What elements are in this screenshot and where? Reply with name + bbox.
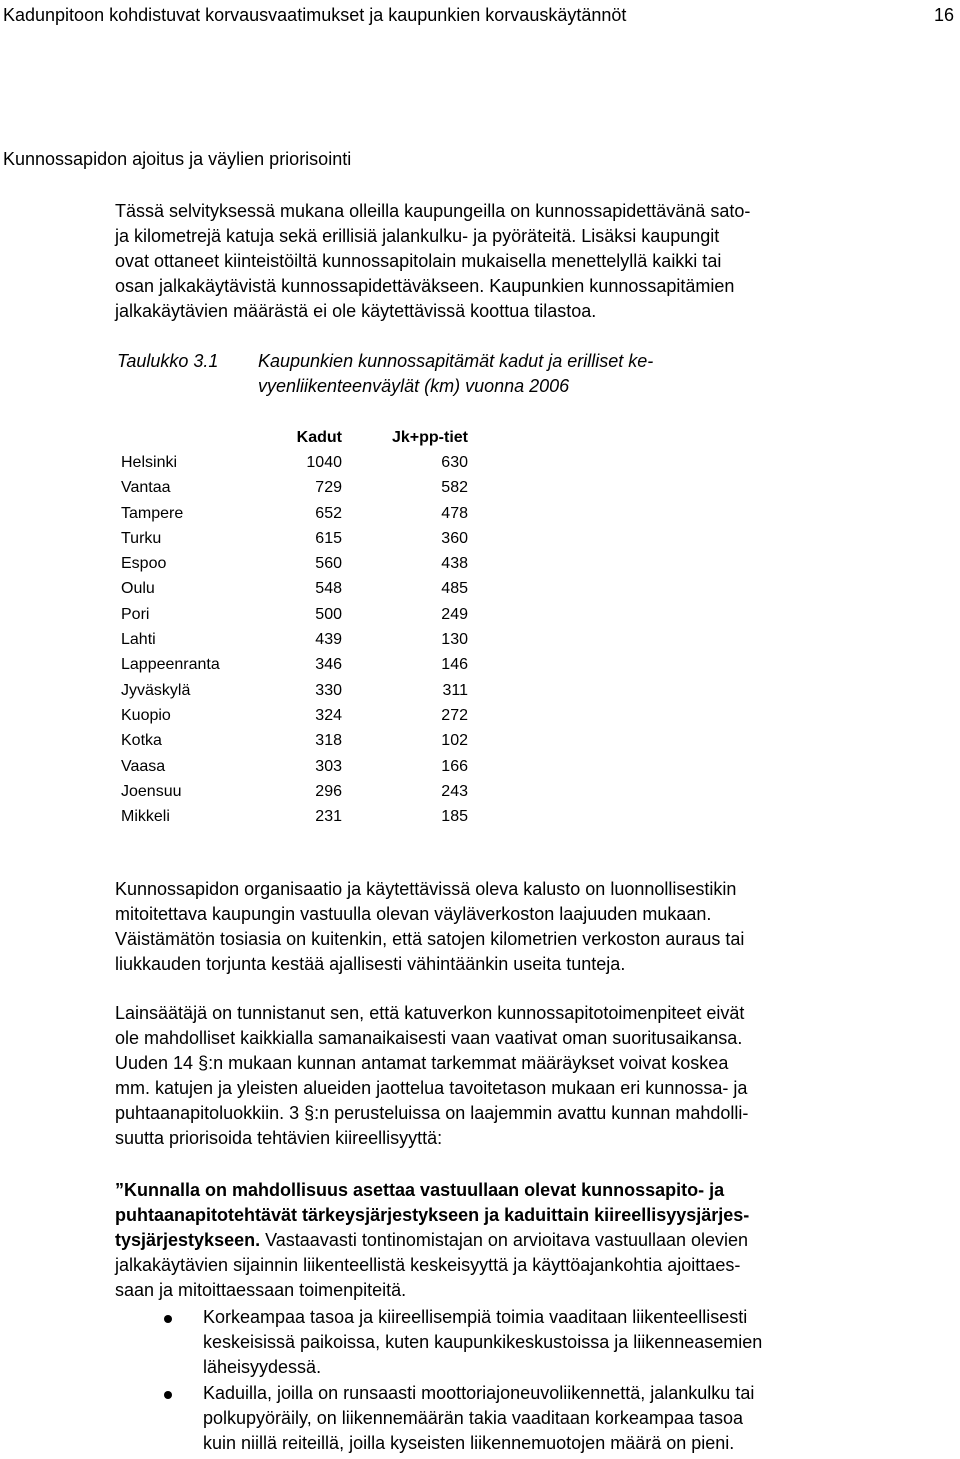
kadut-cell: 439 xyxy=(315,631,342,649)
jk-pp-tiet-cell: 102 xyxy=(441,732,468,750)
caption-line: Kaupunkien kunnossapitämät kadut ja erilliset ke- xyxy=(258,351,654,371)
paragraph-line: puhtaanapitoluokkiin. 3 §:n perusteluissa on laajemmin avattu kunnan mahdolli- xyxy=(115,1103,749,1123)
quote-mixed-line xyxy=(115,1228,885,1253)
city-cell: Turku xyxy=(121,529,162,547)
jk-pp-tiet-cell: 478 xyxy=(441,504,468,522)
bullet-item xyxy=(160,1305,890,1380)
kadut-cell: 231 xyxy=(315,808,342,826)
jk-pp-tiet-cell: 630 xyxy=(441,453,468,471)
table-row xyxy=(117,551,468,576)
header-city xyxy=(117,425,264,450)
city-cell: Pori xyxy=(121,605,150,623)
paragraph-line: ole mahdolliset kaikkialla samanaikaisesti vaan vaativat oman suoritusaikansa. xyxy=(115,1028,743,1048)
caption-line: vyenliikenteenväylät (km) vuonna 2006 xyxy=(258,376,570,396)
jk-pp-tiet-cell: 166 xyxy=(441,757,468,775)
table-caption-label: Taulukko 3.1 xyxy=(117,351,219,371)
bullet-line: kuin niillä reiteillä, joilla kyseisten liikennemuotojen määrä on pieni. xyxy=(203,1433,735,1453)
jk-pp-tiet-cell: 249 xyxy=(441,605,468,623)
paragraph-line: mitoitettava kaupungin vastuulla olevan väyläverkoston laajuuden mukaan. xyxy=(115,904,712,924)
bullet-item xyxy=(160,1381,890,1456)
city-cell: Kotka xyxy=(121,732,162,750)
quote-bold-line: ”Kunnalla on mahdollisuus asettaa vastuullaan olevat kunnossapito- ja xyxy=(115,1180,725,1200)
kadut-cell: 729 xyxy=(315,479,342,497)
city-cell: Tampere xyxy=(121,504,184,522)
kadut-cell: 296 xyxy=(315,782,342,800)
paragraph-line: Lainsäätäjä on tunnistanut sen, että katuverkon kunnossapitotoimenpiteet eivät xyxy=(115,1003,745,1023)
bullet-line: keskeisissä paikoissa, kuten kaupunkikeskustoissa ja liikenneasemien xyxy=(203,1332,763,1352)
bullet-line: Kaduilla, joilla on runsaasti moottoriajoneuvoliikennettä, jalankulku tai xyxy=(203,1383,755,1403)
kadut-cell: 560 xyxy=(315,555,342,573)
city-cell: Jyväskylä xyxy=(121,681,191,699)
jk-pp-tiet-cell: 130 xyxy=(441,631,468,649)
city-cell: Vaasa xyxy=(121,757,166,775)
paragraph-legislation xyxy=(115,1001,885,1151)
kadut-cell: 548 xyxy=(315,580,342,598)
kadut-cell: 346 xyxy=(315,656,342,674)
city-cell: Kuopio xyxy=(121,706,171,724)
table-row xyxy=(117,450,468,475)
kadut-cell: 615 xyxy=(315,529,342,547)
quote-tail-rest: Vastaavasti tontinomistajan on arvioitava vastuullaan olevien xyxy=(260,1230,749,1250)
paragraph-line: saan ja mitoittaessaan toimenpiteitä. xyxy=(115,1280,407,1300)
kadut-cell: 318 xyxy=(315,732,342,750)
city-cell: Helsinki xyxy=(121,453,178,471)
bullet-dot-icon xyxy=(164,1315,172,1323)
kadut-cell: 330 xyxy=(315,681,342,699)
paragraph-line: jalkakäytävien määrästä ei ole käytettävissä koottua tilastoa. xyxy=(115,301,597,321)
bullet-line: läheisyydessä. xyxy=(203,1357,322,1377)
jk-pp-tiet-cell: 185 xyxy=(441,808,468,826)
table-caption-text xyxy=(258,349,778,399)
paragraph-organisation xyxy=(115,877,885,977)
jk-pp-tiet-cell: 485 xyxy=(441,580,468,598)
table-header-row xyxy=(117,425,468,450)
table-row xyxy=(117,627,468,652)
city-cell: Vantaa xyxy=(121,479,171,497)
jk-pp-tiet-cell: 243 xyxy=(441,782,468,800)
paragraph-line: ja kilometrejä katuja sekä erillisiä jalankulku- ja pyöräteitä. Lisäksi kaupungit xyxy=(115,226,720,246)
header-kadut: Kadut xyxy=(296,428,342,446)
page-number: 16 xyxy=(933,5,954,25)
table-row xyxy=(117,476,468,501)
running-header-title: Kadunpitoon kohdistuvat korvausvaatimukset ja kaupunkien korvauskäytännöt xyxy=(3,5,627,25)
jk-pp-tiet-cell: 360 xyxy=(441,529,468,547)
quote-bold-line: puhtaanapitotehtävät tärkeysjärjestykseen ja kaduittain kiireellisyysjärjes- xyxy=(115,1205,750,1225)
jk-pp-tiet-cell: 146 xyxy=(441,656,468,674)
city-cell: Lahti xyxy=(121,631,156,649)
kadut-cell: 324 xyxy=(315,706,342,724)
kadut-cell: 652 xyxy=(315,504,342,522)
jk-pp-tiet-cell: 582 xyxy=(441,479,468,497)
section-heading: Kunnossapidon ajoitus ja väylien priorisointi xyxy=(3,149,352,169)
city-cell: Joensuu xyxy=(121,782,182,800)
table-row xyxy=(117,501,468,526)
table-row xyxy=(117,729,468,754)
paragraph-line: suutta priorisoida tehtävien kiireellisyyttä: xyxy=(115,1128,443,1148)
jk-pp-tiet-cell: 272 xyxy=(441,706,468,724)
table-row xyxy=(117,577,468,602)
jk-pp-tiet-cell: 311 xyxy=(442,681,468,699)
bullet-line: Korkeampaa tasoa ja kiireellisempiä toimia vaaditaan liikenteellisesti xyxy=(203,1307,748,1327)
quote-bold-tail: tysjärjestykseen. xyxy=(115,1230,261,1250)
jk-pp-tiet-cell: 438 xyxy=(441,555,468,573)
kadut-cell: 1040 xyxy=(306,453,342,471)
table-row xyxy=(117,754,468,779)
table-row xyxy=(117,779,468,804)
kadut-cell: 500 xyxy=(315,605,342,623)
paragraph-line: Kunnossapidon organisaatio ja käytettävissä oleva kalusto on luonnollisestikin xyxy=(115,879,737,899)
header-jk-pp-tiet: Jk+pp-tiet xyxy=(391,428,468,446)
bullet-dot-icon xyxy=(164,1391,172,1399)
paragraph-line: mm. katujen ja yleisten alueiden jaottelua tavoitetason mukaan eri kunnossa- ja xyxy=(115,1078,748,1098)
paragraph-intro xyxy=(115,199,885,324)
paragraph-line: liukkauden torjunta kestää ajallisesti vähintäänkin useita tunteja. xyxy=(115,954,626,974)
paragraph-line: Tässä selvityksessä mukana olleilla kaupungeilla on kunnossapidettävänä sato- xyxy=(115,201,751,221)
streets-table xyxy=(117,425,468,830)
table-row xyxy=(117,602,468,627)
quoted-paragraph xyxy=(115,1178,885,1303)
paragraph-line: ovat ottaneet kiinteistöiltä kunnossapitolain mukaisella menettelyllä kaikki tai xyxy=(115,251,722,271)
kadut-cell: 303 xyxy=(315,757,342,775)
table-row xyxy=(117,653,468,678)
table-row xyxy=(117,678,468,703)
paragraph-line: Väistämätön tosiasia on kuitenkin, että satojen kilometrien verkoston auraus tai xyxy=(115,929,745,949)
city-cell: Espoo xyxy=(121,555,167,573)
bullet-line: polkupyöräily, on liikennemäärän takia vaaditaan korkeampaa tasoa xyxy=(203,1408,743,1428)
table-row xyxy=(117,804,468,829)
city-cell: Oulu xyxy=(121,580,155,598)
city-cell: Lappeenranta xyxy=(121,656,220,674)
table-row xyxy=(117,703,468,728)
city-cell: Mikkeli xyxy=(121,808,170,826)
table-row xyxy=(117,526,468,551)
paragraph-line: jalkakäytävien sijainnin liikenteellistä keskeisyyttä ja käyttöajankohtia ajoittaes- xyxy=(115,1255,741,1275)
paragraph-line: osan jalkakäytävistä kunnossapidettäväkseen. Kaupunkien kunnossapitämien xyxy=(115,276,735,296)
paragraph-line: Uuden 14 §:n mukaan kunnan antamat tarkemmat määräykset voivat koskea xyxy=(115,1053,729,1073)
